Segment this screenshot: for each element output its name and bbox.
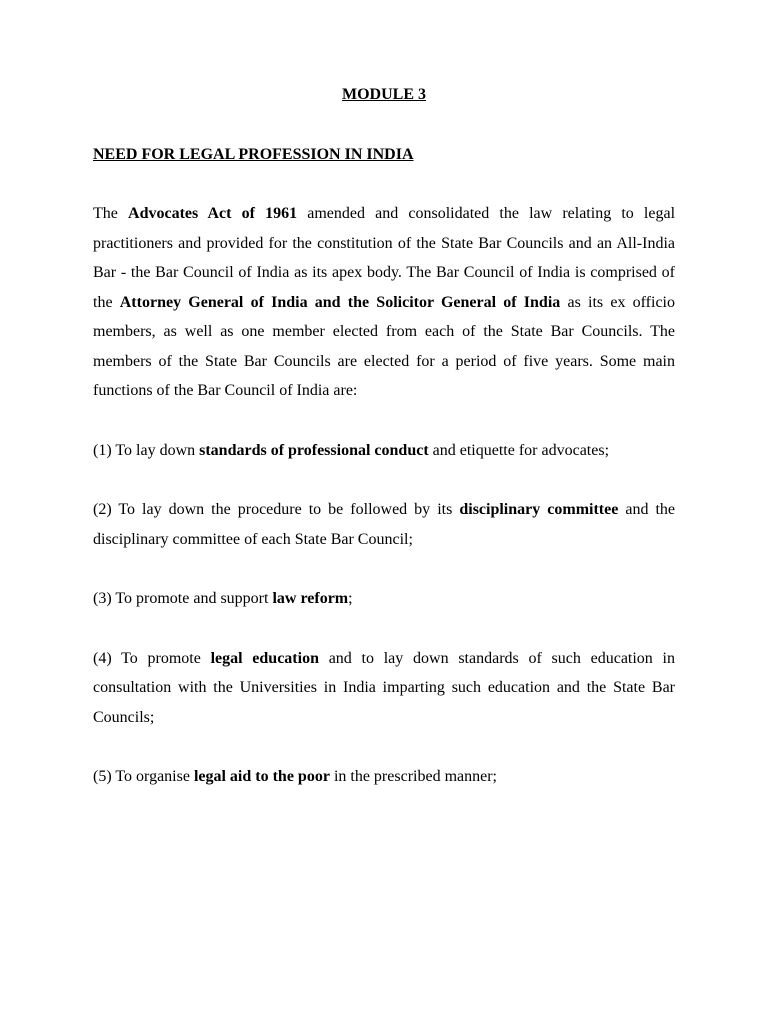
intro-text-1: The (93, 205, 129, 222)
function-text-before: (3) To promote and support (93, 590, 273, 607)
module-title: MODULE 3 (342, 86, 426, 103)
function-item-1 (93, 436, 675, 466)
function-text-before: (2) To lay down the procedure to be followed by its (93, 501, 460, 518)
intro-text-2: amended and consolidated the law relating to legal practitioners and provided for the constitution of the State Bar Councils and an All-India Bar - the Bar Council of India as its apex body. The Bar Council of India is comprised of the (93, 205, 676, 311)
intro-bold-2: Attorney General of India and the Solicitor General of India (119, 293, 561, 311)
function-text-before: (4) To promote (93, 649, 211, 667)
function-bold: standards of professional conduct (199, 441, 429, 459)
function-bold: disciplinary committee (459, 501, 619, 518)
document-page (93, 80, 675, 822)
function-item-4 (93, 644, 675, 733)
intro-paragraph (93, 199, 675, 406)
function-item-3 (93, 584, 675, 614)
function-text-after: and to lay down standards of such education in consultation with the Universities in India imparting such education and the State Bar Councils; (93, 649, 675, 726)
intro-text-3: as its ex officio members, as well as one member elected from each of the State Bar Councils. The members of the State Bar Councils are elected for a period of five years. Some main functions of the Bar Council of India are: (93, 293, 675, 399)
function-item-2 (93, 495, 675, 554)
function-text-before: (1) To lay down (93, 441, 200, 459)
function-bold: law reform (272, 590, 349, 607)
function-bold: legal aid to the poor (193, 768, 330, 785)
function-item-5 (93, 762, 675, 792)
function-text-after: ; (348, 590, 353, 607)
function-text-after: and etiquette for advocates; (428, 441, 610, 459)
intro-bold-1: Advocates Act of 1961 (128, 205, 298, 222)
function-text-before: (5) To organise (93, 768, 194, 785)
section-title: NEED FOR LEGAL PROFESSION IN INDIA (93, 145, 414, 163)
function-bold: legal education (210, 649, 319, 667)
function-text-after: in the prescribed manner; (329, 768, 497, 785)
function-text-after: and the disciplinary committee of each State Bar Council; (93, 501, 676, 548)
